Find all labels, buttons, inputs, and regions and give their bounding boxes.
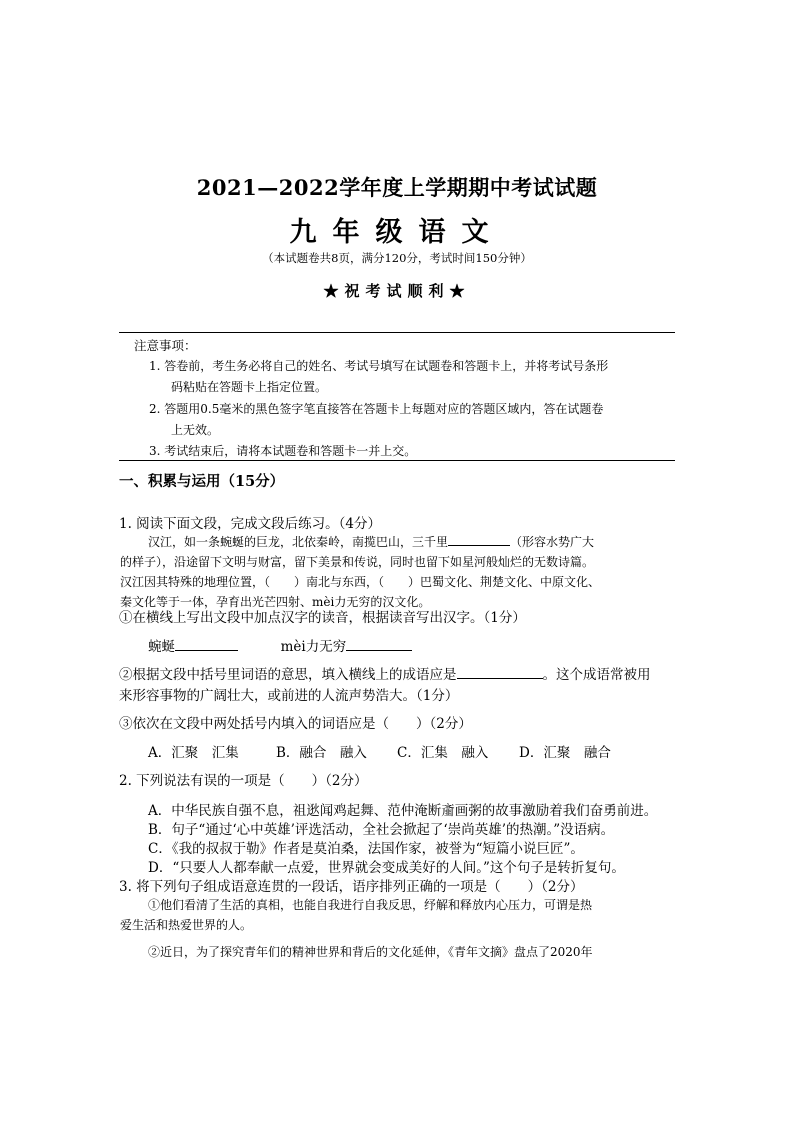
sub-question-2-text: ②根据文段中括号里词语的意思，填入横线上的成语应是: [119, 667, 457, 683]
bottom-divider: [119, 460, 675, 461]
sub-question-2-cont: 来形容事物的广阔壮大，或前进的人流声势浩大。（1分）: [119, 688, 459, 704]
sub-question-2: [119, 663, 651, 683]
passage-line: [148, 533, 594, 550]
option-d[interactable]: D．“只要人人都奉献一点爱，世界就会变成美好的人间。”这个句子是转折复句。: [148, 860, 625, 876]
passage-line: 秦文化等于一体，孕育出光芒四射、mèi力无穷的汉文化。: [120, 595, 431, 609]
sentence-1: ①他们看清了生活的真相，也能自我进行自我反思，纾解和释放内心压力，可谓是热: [148, 898, 593, 912]
notes-heading: 注意事项：: [134, 338, 197, 353]
top-divider: [119, 332, 675, 333]
option-d[interactable]: D．汇聚 融合: [519, 745, 611, 761]
question-2-stem: 2. 下列说法有误的一项是（ ）（2分）: [119, 773, 368, 789]
option-a[interactable]: A．汇聚 汇集: [148, 745, 239, 761]
passage-line: 的样子），沿途留下文明与财富，留下美景和传说，同时也留下如星河般灿烂的无数诗篇。: [120, 555, 595, 569]
option-b[interactable]: B．句子“通过‘心中英雄’评选活动，全社会掀起了‘崇尚英雄’的热潮。”没语病。: [148, 822, 615, 838]
section-title: 一、积累与运用（15分）: [119, 473, 285, 490]
good-luck-banner: ★祝考试顺利★: [323, 282, 471, 300]
sub-question-1: ①在横线上写出文段中加点汉字的读音，根据读音写出汉字。（1分）: [119, 610, 526, 626]
note-item: 上无效。: [171, 423, 220, 437]
passage-text: 汉江，如一条蜿蜒的巨龙，北依秦岭，南揽巴山，三千里: [148, 535, 449, 549]
sub-question-2-text: 。这个成语常被用: [542, 667, 651, 683]
answer-blank[interactable]: [175, 650, 238, 651]
answer-blank[interactable]: [448, 545, 510, 546]
answer-blank[interactable]: [457, 678, 543, 679]
option-b[interactable]: B．融合 融入: [276, 745, 367, 761]
note-item: 2. 答题用0.5毫米的黑色签字笔直接答在答题卡上每题对应的答题区域内，答在试题卷: [149, 402, 604, 416]
note-item: 1. 答卷前，考生务必将自己的姓名、考试号填写在试题卷和答题卡上，并将考试号条形: [149, 359, 609, 373]
pinyin-word: mèi力无穷: [280, 639, 347, 655]
subject-title: 九年级语文: [289, 217, 505, 248]
question-3-stem: 3. 将下列句子组成语意连贯的一段话，语序排列正确的一项是（ ）（2分）: [119, 879, 584, 895]
passage-text: （形容水势广大: [510, 535, 595, 549]
pinyin-word: 蜿蜒: [148, 639, 175, 655]
note-item: 码粘贴在答题卡上指定位置。: [171, 380, 328, 394]
sentence-2: ②近日，为了探究青年们的精神世界和背后的文化延伸，《青年文摘》盘点了2020年: [148, 945, 593, 959]
exam-title: 2021—2022学年度上学期期中考试试题: [196, 175, 598, 200]
question-1-stem: 1. 阅读下面文段，完成文段后练习。（4分）: [119, 516, 382, 532]
option-a[interactable]: A．中华民族自强不息，祖逖闻鸡起舞、范仲淹断齑画粥的故事激励着我们奋勇前进。: [148, 803, 658, 819]
exam-meta: （本试题卷共8页，满分120分，考试时间150分钟）: [262, 251, 532, 265]
option-c[interactable]: C．《我的叔叔于勒》作者是莫泊桑，法国作家，被誉为“短篇小说巨匠”。: [148, 841, 584, 857]
sub-question-3: ③依次在文段中两处括号内填入的词语应是（ ）（2分）: [119, 716, 472, 732]
note-item: 3. 考试结束后，请将本试题卷和答题卡一并上交。: [149, 444, 417, 458]
sub-question-1-answers: [148, 635, 412, 655]
option-c[interactable]: C．汇集 融入: [397, 745, 489, 761]
sentence-1-cont: 爱生活和热爱世界的人。: [120, 918, 253, 932]
answer-blank[interactable]: [346, 650, 412, 651]
passage-line: 汉江因其特殊的地理位置，（ ）南北与东西，（ ）巴蜀文化、荆楚文化、中原文化、: [120, 575, 601, 589]
